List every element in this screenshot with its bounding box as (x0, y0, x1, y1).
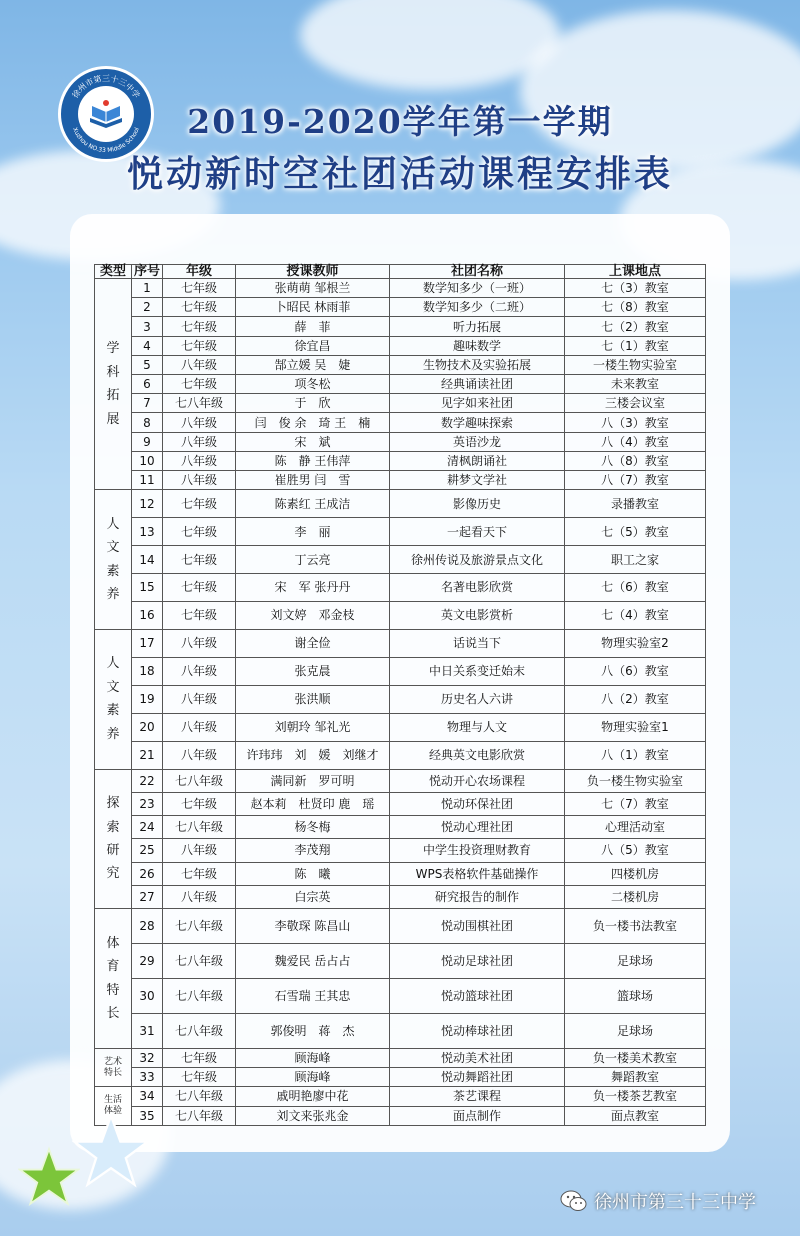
number-cell: 32 (132, 1048, 163, 1067)
teacher-cell: 宋 斌 (236, 432, 390, 451)
table-row (95, 1048, 706, 1067)
table-row (95, 979, 706, 1014)
club-name-cell: WPS表格软件基础操作 (390, 862, 565, 885)
grade-cell: 七年级 (163, 1048, 236, 1067)
location-cell: 负一楼生物实验室 (565, 769, 706, 792)
number-cell: 21 (132, 741, 163, 769)
grade-cell: 七八年级 (163, 394, 236, 413)
teacher-cell: 陈 曦 (236, 862, 390, 885)
table-row (95, 862, 706, 885)
location-cell: 八（1）教室 (565, 741, 706, 769)
table-row (95, 574, 706, 602)
club-name-cell: 悦动舞蹈社团 (390, 1068, 565, 1087)
location-cell: 八（4）教室 (565, 432, 706, 451)
table-header-row (95, 265, 706, 279)
table-row (95, 657, 706, 685)
number-cell: 35 (132, 1106, 163, 1125)
teacher-cell: 顾海峰 (236, 1048, 390, 1067)
location-cell: 物理实验室2 (565, 629, 706, 657)
location-cell: 七（8）教室 (565, 298, 706, 317)
number-cell: 25 (132, 839, 163, 862)
club-name-cell: 经典诵读社团 (390, 375, 565, 394)
club-name-cell: 茶艺课程 (390, 1087, 565, 1106)
grade-cell: 七年级 (163, 574, 236, 602)
table-row (95, 317, 706, 336)
star-decoration-icon (72, 1112, 150, 1190)
grade-cell: 七年级 (163, 336, 236, 355)
club-name-cell: 徐州传说及旅游景点文化 (390, 546, 565, 574)
number-cell: 23 (132, 792, 163, 815)
location-cell: 七（6）教室 (565, 574, 706, 602)
teacher-cell: 白宗英 (236, 885, 390, 908)
teacher-cell: 杨冬梅 (236, 816, 390, 839)
location-cell: 八（3）教室 (565, 413, 706, 432)
location-cell: 八（6）教室 (565, 657, 706, 685)
grade-cell: 八年级 (163, 685, 236, 713)
number-cell: 19 (132, 685, 163, 713)
number-cell: 2 (132, 298, 163, 317)
location-cell: 八（2）教室 (565, 685, 706, 713)
teacher-cell: 陈素红 王成洁 (236, 490, 390, 518)
table-row (95, 839, 706, 862)
number-cell: 10 (132, 451, 163, 470)
teacher-cell: 刘朝玲 邹礼光 (236, 713, 390, 741)
grade-cell: 七年级 (163, 298, 236, 317)
table-row (95, 685, 706, 713)
table-row (95, 792, 706, 815)
table-row (95, 471, 706, 490)
club-name-cell: 趣味数学 (390, 336, 565, 355)
club-name-cell: 历史名人六讲 (390, 685, 565, 713)
teacher-cell: 张萌萌 邹根兰 (236, 279, 390, 298)
location-cell: 职工之家 (565, 546, 706, 574)
grade-cell: 八年级 (163, 839, 236, 862)
club-name-cell: 物理与人文 (390, 713, 565, 741)
schedule-table (94, 264, 706, 1126)
club-name-cell: 悦动心理社团 (390, 816, 565, 839)
location-cell: 篮球场 (565, 979, 706, 1014)
location-cell: 面点教室 (565, 1106, 706, 1125)
club-name-cell: 中学生投资理财教育 (390, 839, 565, 862)
teacher-cell: 满同新 罗可明 (236, 769, 390, 792)
grade-cell: 七八年级 (163, 769, 236, 792)
wechat-watermark (560, 1186, 756, 1216)
location-cell: 一楼生物实验室 (565, 355, 706, 374)
grade-cell: 七八年级 (163, 816, 236, 839)
table-row (95, 885, 706, 908)
header-club-name: 社团名称 (390, 265, 565, 279)
grade-cell: 七八年级 (163, 1106, 236, 1125)
header-type: 类型 (95, 265, 132, 279)
club-name-cell: 悦动环保社团 (390, 792, 565, 815)
number-cell: 16 (132, 601, 163, 629)
location-cell: 七（4）教室 (565, 601, 706, 629)
number-cell: 4 (132, 336, 163, 355)
number-cell: 26 (132, 862, 163, 885)
club-name-cell: 悦动开心农场课程 (390, 769, 565, 792)
grade-cell: 八年级 (163, 451, 236, 470)
number-cell: 29 (132, 944, 163, 979)
grade-cell: 七年级 (163, 375, 236, 394)
table-row (95, 629, 706, 657)
teacher-cell: 许玮玮 刘 媛 刘继才 (236, 741, 390, 769)
table-row (95, 546, 706, 574)
grade-cell: 八年级 (163, 713, 236, 741)
teacher-cell: 郭俊明 蒋 杰 (236, 1014, 390, 1049)
category-cell: 探索研究 (95, 769, 132, 909)
table-row (95, 279, 706, 298)
club-name-cell: 影像历史 (390, 490, 565, 518)
club-name-cell: 话说当下 (390, 629, 565, 657)
grade-cell: 八年级 (163, 629, 236, 657)
location-cell: 负一楼书法教室 (565, 909, 706, 944)
grade-cell: 七年级 (163, 279, 236, 298)
table-row (95, 1106, 706, 1125)
teacher-cell: 宋 军 张丹丹 (236, 574, 390, 602)
number-cell: 9 (132, 432, 163, 451)
club-name-cell: 面点制作 (390, 1106, 565, 1125)
wechat-icon (560, 1189, 588, 1213)
location-cell: 足球场 (565, 944, 706, 979)
location-cell: 四楼机房 (565, 862, 706, 885)
grade-cell: 七年级 (163, 546, 236, 574)
grade-cell: 八年级 (163, 471, 236, 490)
location-cell: 录播教室 (565, 490, 706, 518)
category-cell: 学科拓展 (95, 279, 132, 490)
table-row (95, 909, 706, 944)
teacher-cell: 李 丽 (236, 518, 390, 546)
club-name-cell: 悦动篮球社团 (390, 979, 565, 1014)
grade-cell: 八年级 (163, 885, 236, 908)
location-cell: 七（1）教室 (565, 336, 706, 355)
number-cell: 6 (132, 375, 163, 394)
emblem-name-cn: 徐州市第三十三中学 (70, 74, 142, 100)
club-name-cell: 生物技术及实验拓展 (390, 355, 565, 374)
teacher-cell: 刘文来张兆金 (236, 1106, 390, 1125)
grade-cell: 七八年级 (163, 979, 236, 1014)
location-cell: 二楼机房 (565, 885, 706, 908)
location-cell: 八（7）教室 (565, 471, 706, 490)
location-cell: 八（8）教室 (565, 451, 706, 470)
location-cell: 负一楼茶艺教室 (565, 1087, 706, 1106)
table-row (95, 490, 706, 518)
club-name-cell: 名著电影欣赏 (390, 574, 565, 602)
grade-cell: 七八年级 (163, 1014, 236, 1049)
number-cell: 14 (132, 546, 163, 574)
table-row (95, 355, 706, 374)
number-cell: 30 (132, 979, 163, 1014)
teacher-cell: 崔胜男 闫 雪 (236, 471, 390, 490)
number-cell: 34 (132, 1087, 163, 1106)
number-cell: 1 (132, 279, 163, 298)
teacher-cell: 项冬松 (236, 375, 390, 394)
page-title-line2: 悦动新时空社团活动课程安排表 (126, 153, 673, 195)
number-cell: 20 (132, 713, 163, 741)
location-cell: 物理实验室1 (565, 713, 706, 741)
teacher-cell: 石雪瑞 王其忠 (236, 979, 390, 1014)
page-title-line1: 2019-2020学年第一学期 (187, 102, 613, 141)
teacher-cell: 薛 菲 (236, 317, 390, 336)
teacher-cell: 闫 俊 余 琦 王 楠 (236, 413, 390, 432)
number-cell: 28 (132, 909, 163, 944)
location-cell: 八（5）教室 (565, 839, 706, 862)
table-row (95, 741, 706, 769)
table-row (95, 816, 706, 839)
grade-cell: 七年级 (163, 518, 236, 546)
club-name-cell: 中日关系变迁始末 (390, 657, 565, 685)
teacher-cell: 戚明艳廖中花 (236, 1087, 390, 1106)
table-row (95, 1087, 706, 1106)
grade-cell: 七八年级 (163, 944, 236, 979)
grade-cell: 七年级 (163, 601, 236, 629)
category-cell: 艺术特长 (95, 1048, 132, 1086)
table-row (95, 769, 706, 792)
table-row (95, 713, 706, 741)
club-name-cell: 经典英文电影欣赏 (390, 741, 565, 769)
location-cell: 七（3）教室 (565, 279, 706, 298)
category-cell: 生活体验 (95, 1087, 132, 1126)
category-cell: 人文素养 (95, 490, 132, 630)
grade-cell: 八年级 (163, 413, 236, 432)
club-name-cell: 研究报告的制作 (390, 885, 565, 908)
number-cell: 18 (132, 657, 163, 685)
club-name-cell: 清枫朗诵社 (390, 451, 565, 470)
table-row (95, 1014, 706, 1049)
table-row (95, 298, 706, 317)
location-cell: 七（5）教室 (565, 518, 706, 546)
club-name-cell: 数学知多少（二班） (390, 298, 565, 317)
emblem-name-en: Xuzhou NO.33 Middle School (71, 126, 141, 155)
teacher-cell: 于 欣 (236, 394, 390, 413)
table-row (95, 1068, 706, 1087)
teacher-cell: 李敬琛 陈昌山 (236, 909, 390, 944)
number-cell: 15 (132, 574, 163, 602)
teacher-cell: 丁云亮 (236, 546, 390, 574)
grade-cell: 七年级 (163, 490, 236, 518)
category-cell: 人文素养 (95, 629, 132, 769)
number-cell: 13 (132, 518, 163, 546)
table-row (95, 518, 706, 546)
teacher-cell: 赵本莉 杜贤印 鹿 瑶 (236, 792, 390, 815)
table-row (95, 413, 706, 432)
table-row (95, 432, 706, 451)
location-cell: 舞蹈教室 (565, 1068, 706, 1087)
location-cell: 足球场 (565, 1014, 706, 1049)
grade-cell: 八年级 (163, 432, 236, 451)
teacher-cell: 魏爱民 岳占占 (236, 944, 390, 979)
wechat-account-name: 徐州市第三十三中学 (594, 1192, 756, 1213)
number-cell: 12 (132, 490, 163, 518)
teacher-cell: 郜立媛 吴 婕 (236, 355, 390, 374)
number-cell: 24 (132, 816, 163, 839)
club-name-cell: 见字如来社团 (390, 394, 565, 413)
teacher-cell: 张克晨 (236, 657, 390, 685)
teacher-cell: 顾海峰 (236, 1068, 390, 1087)
club-name-cell: 数学知多少（一班） (390, 279, 565, 298)
star-decoration-icon (18, 1146, 80, 1208)
category-cell: 体育特长 (95, 909, 132, 1049)
number-cell: 11 (132, 471, 163, 490)
number-cell: 22 (132, 769, 163, 792)
grade-cell: 七八年级 (163, 909, 236, 944)
grade-cell: 八年级 (163, 355, 236, 374)
table-row (95, 336, 706, 355)
number-cell: 27 (132, 885, 163, 908)
teacher-cell: 徐宜昌 (236, 336, 390, 355)
location-cell: 七（7）教室 (565, 792, 706, 815)
header-teacher: 授课教师 (236, 265, 390, 279)
location-cell: 七（2）教室 (565, 317, 706, 336)
club-name-cell: 数学趣味探索 (390, 413, 565, 432)
grade-cell: 七年级 (163, 1068, 236, 1087)
grade-cell: 七八年级 (163, 1087, 236, 1106)
teacher-cell: 卜昭民 林雨菲 (236, 298, 390, 317)
table-row (95, 601, 706, 629)
teacher-cell: 谢全俭 (236, 629, 390, 657)
teacher-cell: 李茂翔 (236, 839, 390, 862)
club-name-cell: 悦动棒球社团 (390, 1014, 565, 1049)
teacher-cell: 张洪顺 (236, 685, 390, 713)
location-cell: 心理活动室 (565, 816, 706, 839)
club-name-cell: 听力拓展 (390, 317, 565, 336)
club-name-cell: 悦动美术社团 (390, 1048, 565, 1067)
teacher-cell: 刘文婷 邓金枝 (236, 601, 390, 629)
club-name-cell: 英文电影赏析 (390, 601, 565, 629)
location-cell: 负一楼美术教室 (565, 1048, 706, 1067)
grade-cell: 七年级 (163, 792, 236, 815)
number-cell: 33 (132, 1068, 163, 1087)
club-name-cell: 悦动围棋社团 (390, 909, 565, 944)
number-cell: 17 (132, 629, 163, 657)
club-name-cell: 英语沙龙 (390, 432, 565, 451)
table-row (95, 451, 706, 470)
location-cell: 三楼会议室 (565, 394, 706, 413)
number-cell: 7 (132, 394, 163, 413)
number-cell: 3 (132, 317, 163, 336)
club-name-cell: 悦动足球社团 (390, 944, 565, 979)
header-number: 序号 (132, 265, 163, 279)
table-row (95, 944, 706, 979)
grade-cell: 八年级 (163, 657, 236, 685)
header-location: 上课地点 (565, 265, 706, 279)
table-row (95, 375, 706, 394)
grade-cell: 七年级 (163, 862, 236, 885)
grade-cell: 八年级 (163, 741, 236, 769)
teacher-cell: 陈 静 王伟萍 (236, 451, 390, 470)
number-cell: 5 (132, 355, 163, 374)
club-name-cell: 一起看天下 (390, 518, 565, 546)
location-cell: 未来教室 (565, 375, 706, 394)
club-name-cell: 耕梦文学社 (390, 471, 565, 490)
table-row (95, 394, 706, 413)
header-grade: 年级 (163, 265, 236, 279)
number-cell: 31 (132, 1014, 163, 1049)
grade-cell: 七年级 (163, 317, 236, 336)
number-cell: 8 (132, 413, 163, 432)
